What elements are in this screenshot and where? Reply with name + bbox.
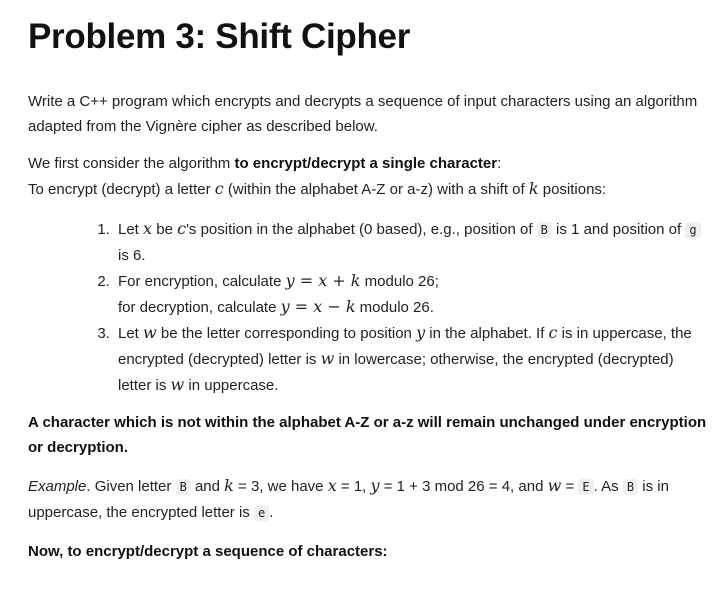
code-g: g bbox=[685, 222, 700, 238]
steps-list bbox=[28, 216, 708, 398]
var-c: c bbox=[214, 179, 224, 198]
consider-paragraph: We first consider the algorithm to encrypt/decrypt a single character: To encrypt (decrypt) a letter c (within the alphabet A-Z or a-z) with a shift of k positions: bbox=[28, 155, 607, 198]
intro-paragraph: Write a C++ program which encrypts and decrypts a sequence of input characters using an algorithm adapted from the Vignère cipher as described below. bbox=[28, 93, 698, 135]
warning-paragraph: A character which is not within the alphabet A-Z or a-z will remain unchanged under encryption or decryption. bbox=[28, 414, 707, 456]
example-label: Example bbox=[28, 478, 87, 495]
final-paragraph: Now, to encrypt/decrypt a sequence of characters: bbox=[28, 543, 388, 560]
page-title: Problem 3: Shift Cipher bbox=[28, 17, 411, 56]
consider-bold: to encrypt/decrypt a single character bbox=[234, 155, 498, 172]
step-2: 2. For encryption, calculate y = x + k modulo 26; for decryption, calculate y = x − k modulo 26. bbox=[114, 268, 708, 320]
var-k: k bbox=[528, 179, 539, 198]
code-B: B bbox=[537, 222, 552, 238]
step-1: 1. Let x be c's position in the alphabet (0 based), e.g., position of B is 1 and position of g is 6. bbox=[114, 216, 708, 268]
example-paragraph: Example. Given letter B and k = 3, we have x = 1, y = 1 + 3 mod 26 = 4, and w = E . As B is in uppercase, the encrypted letter is e . bbox=[28, 476, 669, 521]
step-3: 3. Let w be the letter corresponding to position y in the alphabet. If c is in uppercase, the encrypted (decrypted) letter is w in lowercase; otherwise, the encrypted (decrypted) letter is w in uppercase. bbox=[114, 320, 708, 398]
